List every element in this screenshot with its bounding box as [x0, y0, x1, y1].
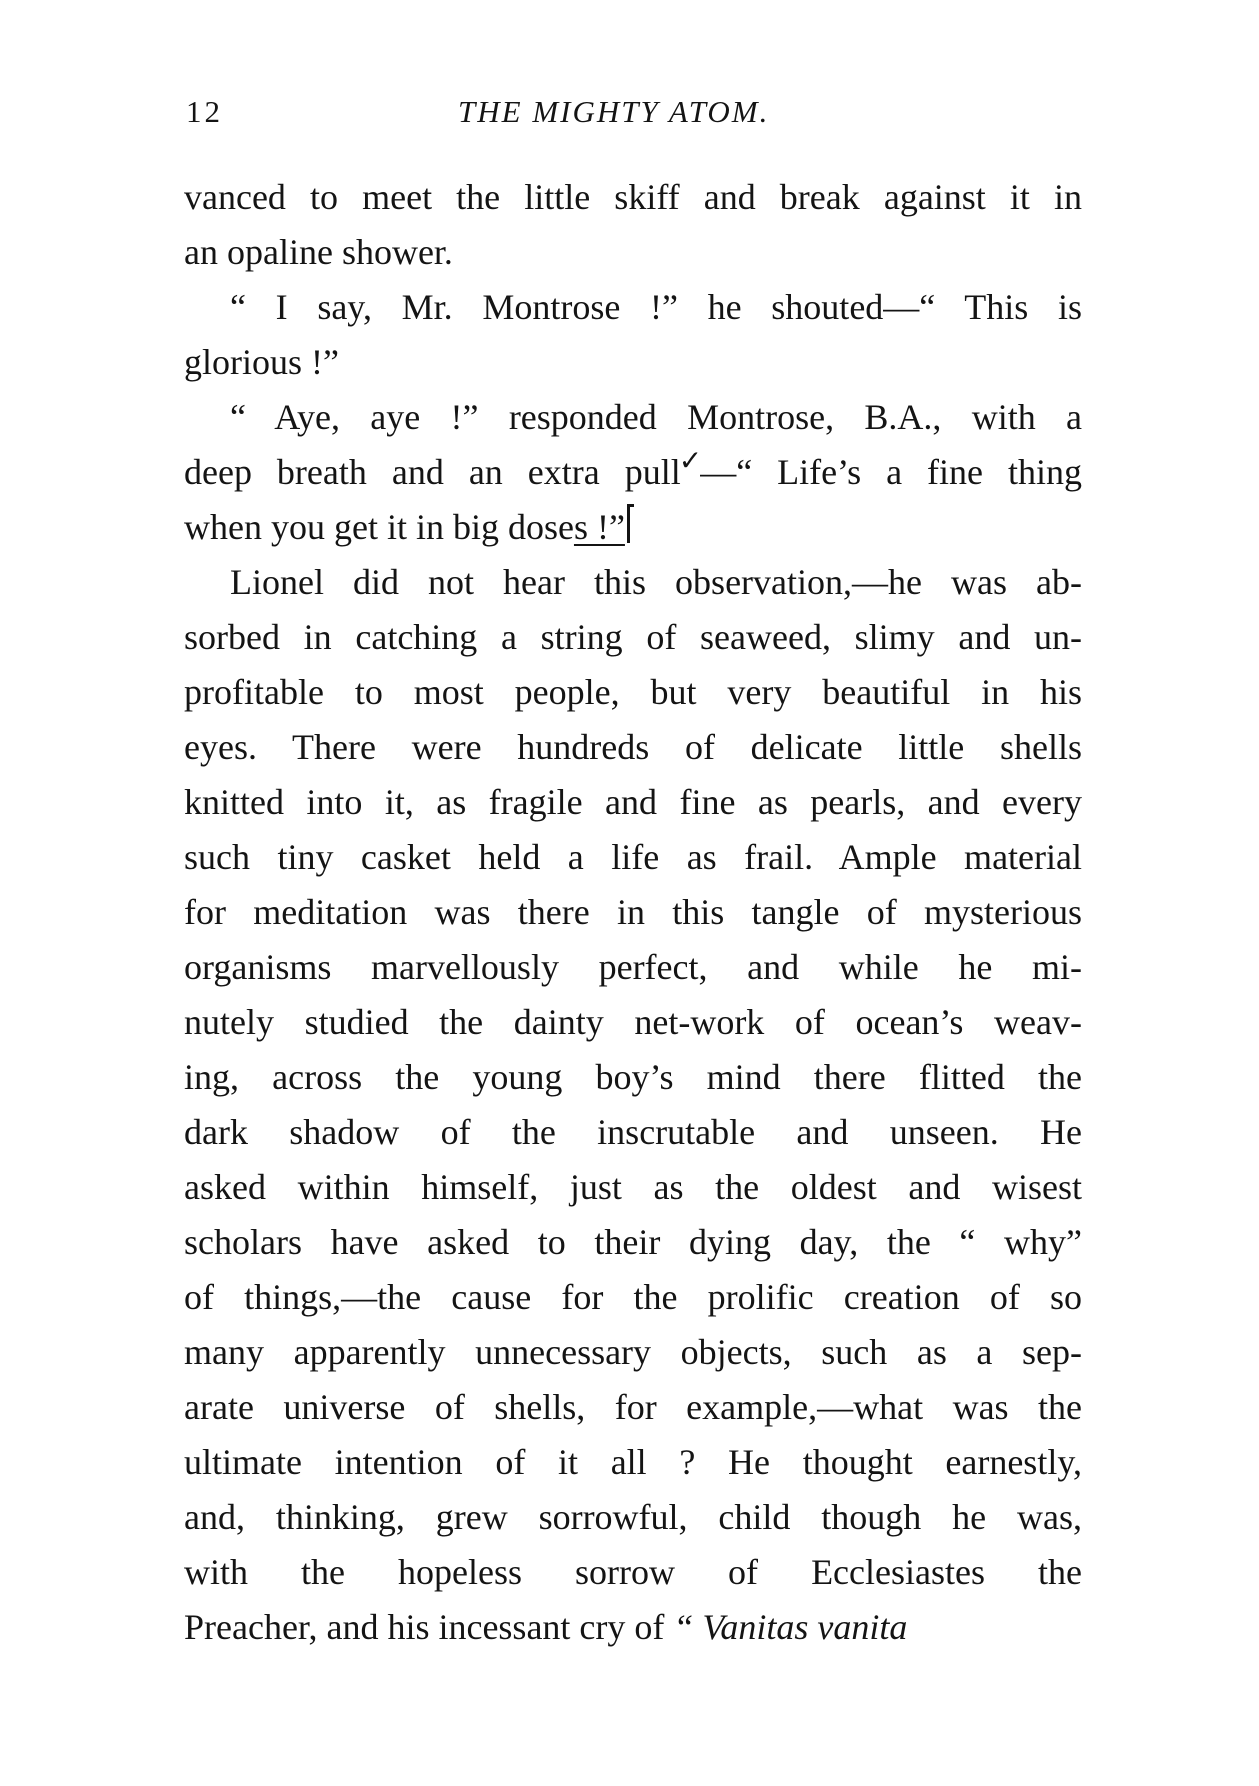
text-line: with the hopeless sorrow of Ecclesiastes the — [184, 1552, 1082, 1592]
text-line: “ Aye, aye !” responded Montrose, B.A., with a — [230, 397, 1082, 437]
text-line: arate universe of shells, for example,—what was the — [184, 1387, 1082, 1427]
check-mark-icon: ✓ — [678, 446, 703, 477]
text-line: ing, across the young boy’s mind there flitted the — [184, 1057, 1082, 1097]
text-line: such tiny casket held a life as frail. Ample material — [184, 837, 1082, 877]
text-line: organisms marvellously perfect, and while he mi- — [184, 947, 1082, 987]
bracket-mark-icon — [627, 504, 634, 543]
text-line: nutely studied the dainty net-work of ocean’s weav- — [184, 1002, 1082, 1042]
text-line: Lionel did not hear this observation,—he was ab- — [230, 562, 1082, 602]
text-line: knitted into it, as fragile and fine as pearls, and every — [184, 782, 1082, 822]
text-segment: deep breath and an extra pull — [184, 452, 681, 492]
text-line: and, thinking, grew sorrowful, child though he was, — [184, 1497, 1082, 1537]
text-line: eyes. There were hundreds of delicate little shells — [184, 727, 1082, 767]
page-number: 12 — [186, 94, 223, 129]
text-line: many apparently unnecessary objects, such as a sep- — [184, 1332, 1082, 1372]
text-line: vanced to meet the little skiff and break against it in — [184, 177, 1082, 217]
text-segment: Preacher, and his incessant cry of — [184, 1607, 674, 1647]
text-line: dark shadow of the inscrutable and unseen. He — [184, 1112, 1082, 1152]
text-segment: when you get it in big dose — [184, 507, 574, 547]
text-line — [184, 1600, 1082, 1655]
text-line: “ I say, Mr. Montrose !” he shouted—“ This is — [230, 287, 1082, 327]
text-line: sorbed in catching a string of seaweed, slimy and un- — [184, 617, 1082, 657]
text-line — [184, 500, 1082, 555]
running-head: THE MIGHTY ATOM. — [458, 94, 770, 129]
text-line: of things,—the cause for the prolific creation of so — [184, 1277, 1082, 1317]
body-text — [184, 170, 1082, 1655]
italic-phrase: “ Vanitas vanita — [673, 1607, 908, 1647]
text-line: an opaline shower. — [184, 232, 453, 272]
text-line: scholars have asked to their dying day, the “ why” — [184, 1222, 1082, 1262]
text-line: profitable to most people, but very beautiful in his — [184, 672, 1082, 712]
text-line: for meditation was there in this tangle of mysterious — [184, 892, 1082, 932]
proof-underline: s !” — [573, 507, 625, 547]
text-line: ultimate intention of it all ? He thought earnestly, — [184, 1442, 1082, 1482]
text-segment: —“ Life’s a fine thing — [700, 452, 1083, 492]
text-line — [184, 445, 1082, 500]
text-line: glorious !” — [184, 342, 339, 382]
text-line: asked within himself, just as the oldest and wisest — [184, 1167, 1082, 1207]
